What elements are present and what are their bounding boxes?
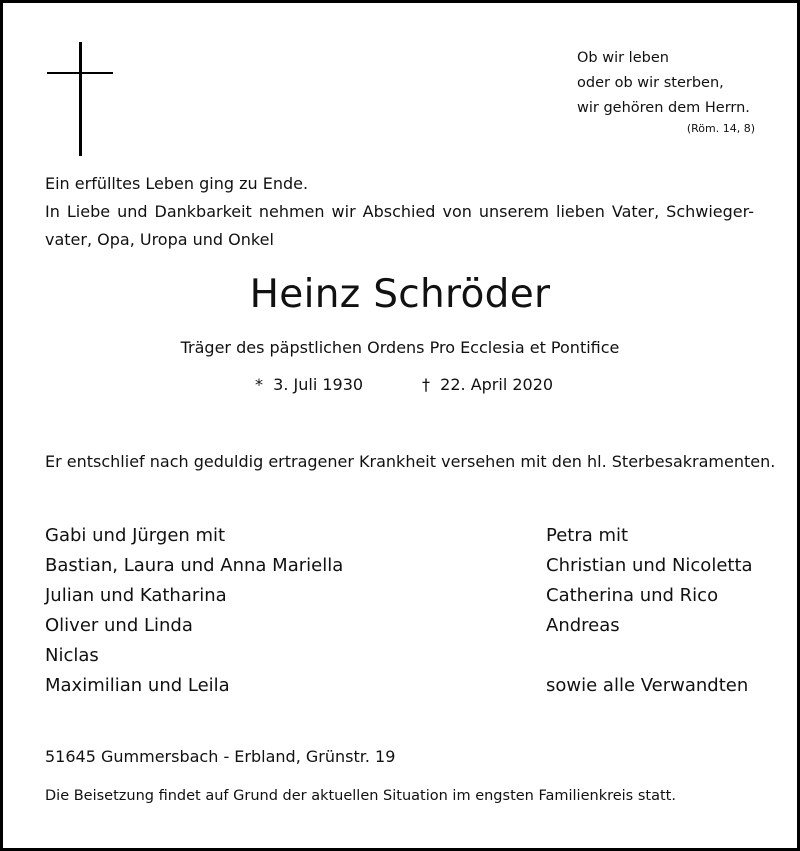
mourner-line: Gabi und Jürgen mit (45, 525, 226, 546)
mourner-line: sowie alle Verwandten (546, 675, 749, 696)
dagger-icon: † (422, 375, 430, 394)
verse-line: Ob wir leben (577, 50, 669, 66)
cross-vertical (79, 42, 82, 156)
intro-word: Liebe (66, 202, 111, 221)
intro-word: und (117, 202, 148, 221)
mourner-line: Andreas (546, 615, 620, 636)
death-date-value: 22. April 2020 (440, 375, 554, 394)
birth-date (255, 375, 363, 394)
intro-word: Vater, (611, 202, 660, 221)
cross-icon (47, 42, 113, 156)
mourners-right (546, 521, 753, 701)
intro-word: unserem (478, 202, 549, 221)
mourner-line: Catherina und Rico (546, 585, 719, 606)
intro-line: vater, Opa, Uropa und Onkel (45, 230, 274, 249)
deceased-name: Heinz Schröder (249, 272, 551, 317)
intro-word: von (442, 202, 472, 221)
intro-word: nehmen (258, 202, 325, 221)
verse-line: oder ob wir sterben, (577, 75, 724, 91)
intro-word: wir (331, 202, 356, 221)
death-date (422, 375, 553, 394)
mourner-line-empty (546, 641, 753, 671)
birth-symbol: * (255, 375, 263, 394)
mourners-left (45, 521, 343, 701)
verse-line: wir gehören dem Herrn. (577, 100, 750, 116)
intro-text (45, 170, 754, 254)
mourner-line: Oliver und Linda (45, 615, 193, 636)
intro-line: Ein erfülltes Leben ging zu Ende. (45, 174, 309, 193)
cross-horizontal (47, 72, 113, 74)
intro-word: lieben (556, 202, 605, 221)
intro-line-justified (45, 198, 754, 226)
intro-word: Abschied (362, 202, 436, 221)
mourner-line: Christian und Nicoletta (546, 555, 753, 576)
birth-date-value: 3. Juli 1930 (273, 375, 364, 394)
funeral-note: Die Beisetzung findet auf Grund der aktuellen Situation im engsten Familienkreis statt. (45, 788, 676, 804)
mourner-line: Julian und Katharina (45, 585, 227, 606)
mourner-line: Maximilian und Leila (45, 675, 230, 696)
intro-word: Schwieger- (666, 202, 754, 221)
mourner-line: Bastian, Laura und Anna Mariella (45, 555, 344, 576)
bible-verse (577, 46, 750, 121)
address: 51645 Gummersbach - Erbland, Grünstr. 19 (45, 747, 396, 766)
death-note: Er entschlief nach geduldig ertragener Krankheit versehen mit den hl. Sterbesakramenten. (45, 452, 776, 471)
intro-word: In (45, 202, 60, 221)
deceased-honor: Träger des päpstlichen Ordens Pro Ecclesia et Pontifice (180, 338, 620, 357)
verse-reference: (Röm. 14, 8) (686, 122, 755, 135)
mourner-line: Petra mit (546, 525, 629, 546)
mourner-line: Niclas (45, 645, 99, 666)
intro-word: Dankbarkeit (154, 202, 252, 221)
